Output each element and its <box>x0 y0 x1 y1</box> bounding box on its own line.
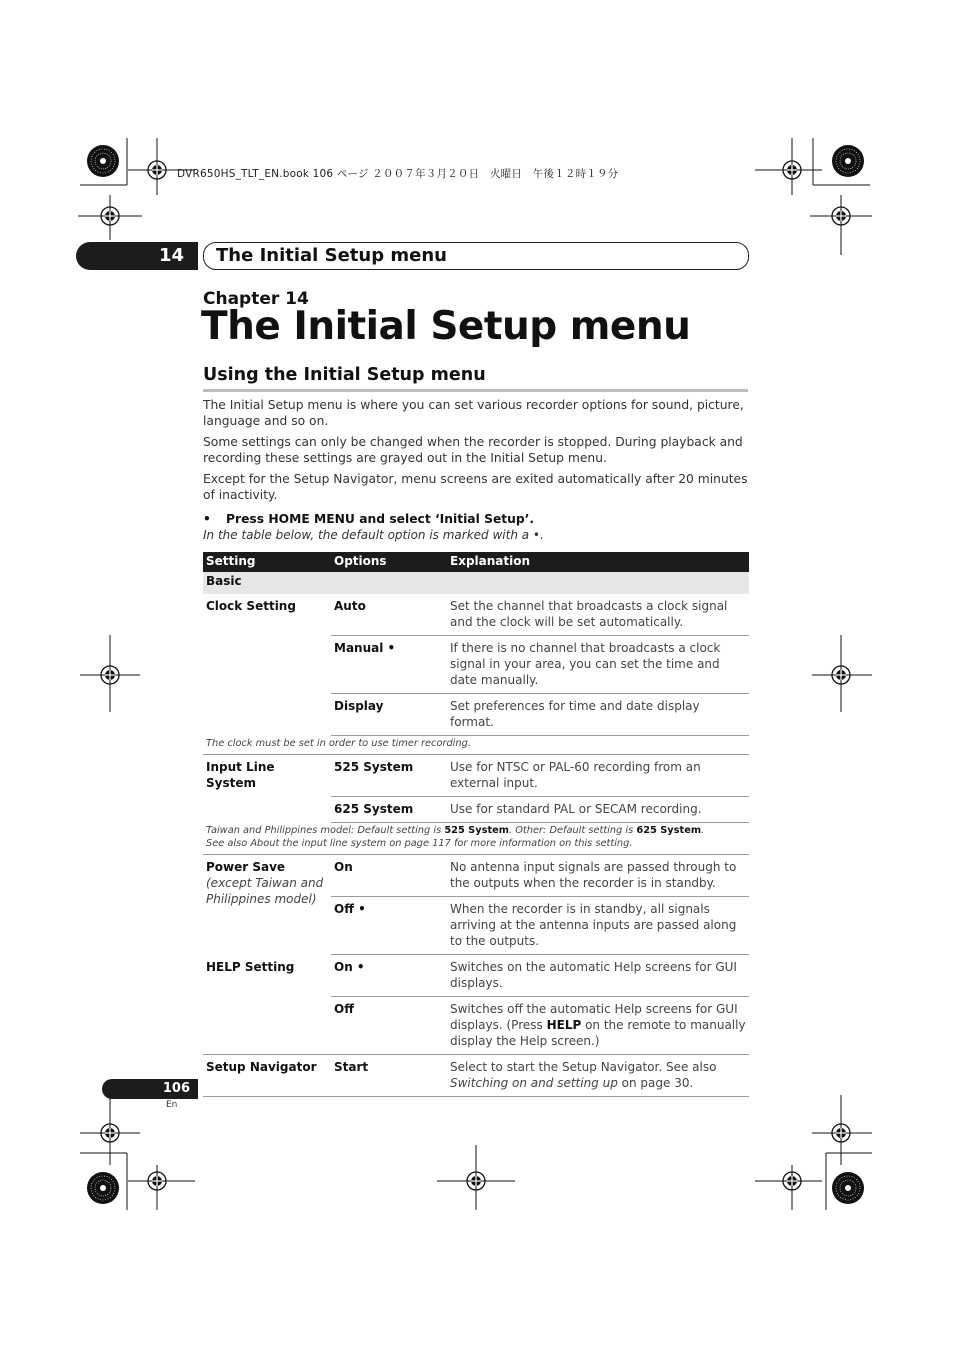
chapter-tab <box>76 242 198 270</box>
page-title: The Initial Setup menu <box>201 304 691 349</box>
page-number: 106 <box>162 1081 190 1096</box>
header-options: Options <box>331 552 447 572</box>
setting-navigator: Setup Navigator <box>203 1055 331 1097</box>
table-row <box>203 755 749 797</box>
option-help-off: Off <box>331 997 447 1055</box>
note-text: Taiwan and Philippines model: Default setting is <box>206 825 445 836</box>
option-power-off: Off • <box>331 897 447 955</box>
note-text: . <box>701 825 705 836</box>
table-row <box>203 855 749 897</box>
option-manual: Manual • <box>331 636 447 694</box>
setting-power-save-note: (except Taiwan and Philippines model) <box>206 876 324 906</box>
page-language: En <box>166 1100 178 1110</box>
chapter-label: Chapter 14 <box>203 289 309 309</box>
instruction <box>203 512 534 526</box>
page-number-tab <box>102 1079 198 1099</box>
section-header <box>203 242 749 270</box>
group-row-basic <box>203 572 749 594</box>
explanation-power-on: No antenna input signals are passed through to the outputs when the recorder is in standby. <box>447 855 749 897</box>
table-header-row <box>203 552 749 572</box>
table-note: In the table below, the default option is marked with a •. <box>203 528 544 542</box>
setting-power-save <box>203 855 331 955</box>
setting-help: HELP Setting <box>203 955 331 1055</box>
group-basic-label: Basic <box>203 572 749 594</box>
paragraph-stopped: Some settings can only be changed when the recorder is stopped. During playback and recording these settings are grayed out in the Initial Setup menu. <box>203 435 743 466</box>
setting-power-save-label: Power Save <box>206 860 286 874</box>
bullet: • <box>203 512 211 526</box>
header-setting: Setting <box>203 552 331 572</box>
explanation-text: Select to start the Setup Navigator. See also <box>450 1060 717 1074</box>
explanation-help-on: Switches on the automatic Help screens for GUI displays. <box>447 955 749 997</box>
note-bold: 525 System <box>444 825 509 836</box>
table-row <box>203 955 749 997</box>
settings-table <box>203 552 749 1097</box>
table-row <box>203 594 749 636</box>
explanation-manual: If there is no channel that broadcasts a clock signal in your area, you can set the time and date manually. <box>447 636 749 694</box>
setting-clock: Clock Setting <box>206 599 296 613</box>
note-text: See also About the input line system on page 117 for more information on this setting. <box>206 838 633 849</box>
file-header: DVR650HS_TLT_EN.book 106 ページ ２００７年３月２０日 火曜日 午後１２時１９分 <box>177 168 619 180</box>
option-auto: Auto <box>331 594 447 636</box>
header-explanation: Explanation <box>447 552 749 572</box>
option-525: 525 System <box>331 755 447 797</box>
option-power-on: On <box>331 855 447 897</box>
explanation-bold: HELP <box>546 1018 582 1032</box>
chapter-number: 14 <box>158 245 184 266</box>
explanation-display: Set preferences for time and date display format. <box>447 694 749 736</box>
explanation-525: Use for NTSC or PAL-60 recording from an external input. <box>447 755 749 797</box>
heading-rule <box>203 389 748 392</box>
option-start: Start <box>331 1055 447 1097</box>
input-line-note <box>203 823 749 855</box>
explanation-help-off <box>447 997 749 1055</box>
explanation-italic: Switching on and setting up <box>450 1076 618 1090</box>
section-header-title: The Initial Setup menu <box>216 245 447 266</box>
explanation-auto: Set the channel that broadcasts a clock signal and the clock will be set automatically. <box>447 594 749 636</box>
explanation-power-off: When the recorder is in standby, all signals arriving at the antenna inputs are passed along to the outputs. <box>447 897 749 955</box>
paragraph-timeout: Except for the Setup Navigator, menu screens are exited automatically after 20 minutes of inactivity. <box>203 472 748 503</box>
explanation-start <box>447 1055 749 1097</box>
section-heading: Using the Initial Setup menu <box>203 365 486 385</box>
option-625: 625 System <box>331 797 447 823</box>
table-note-row <box>203 823 749 855</box>
explanation-text: Switches off the automatic Help screens for GUI displays. (Press <box>450 1002 738 1032</box>
option-display: Display <box>331 694 447 736</box>
setting-input-line: Input Line System <box>206 760 275 790</box>
explanation-625: Use for standard PAL or SECAM recording. <box>447 797 749 823</box>
table-note-row <box>203 736 749 755</box>
note-text: . Other: Default setting is <box>508 825 637 836</box>
instruction-text: Press HOME MENU and select ‘Initial Setup’. <box>226 512 535 526</box>
note-bold: 625 System <box>636 825 702 836</box>
table-row <box>203 1055 749 1097</box>
explanation-text: on page 30. <box>617 1076 694 1090</box>
explanation-text: on the remote to manually display the Help screen.) <box>450 1018 746 1048</box>
option-help-on: On • <box>331 955 447 997</box>
clock-note: The clock must be set in order to use timer recording. <box>203 736 749 755</box>
paragraph-intro: The Initial Setup menu is where you can set various recorder options for sound, picture, language and so on. <box>203 398 744 429</box>
